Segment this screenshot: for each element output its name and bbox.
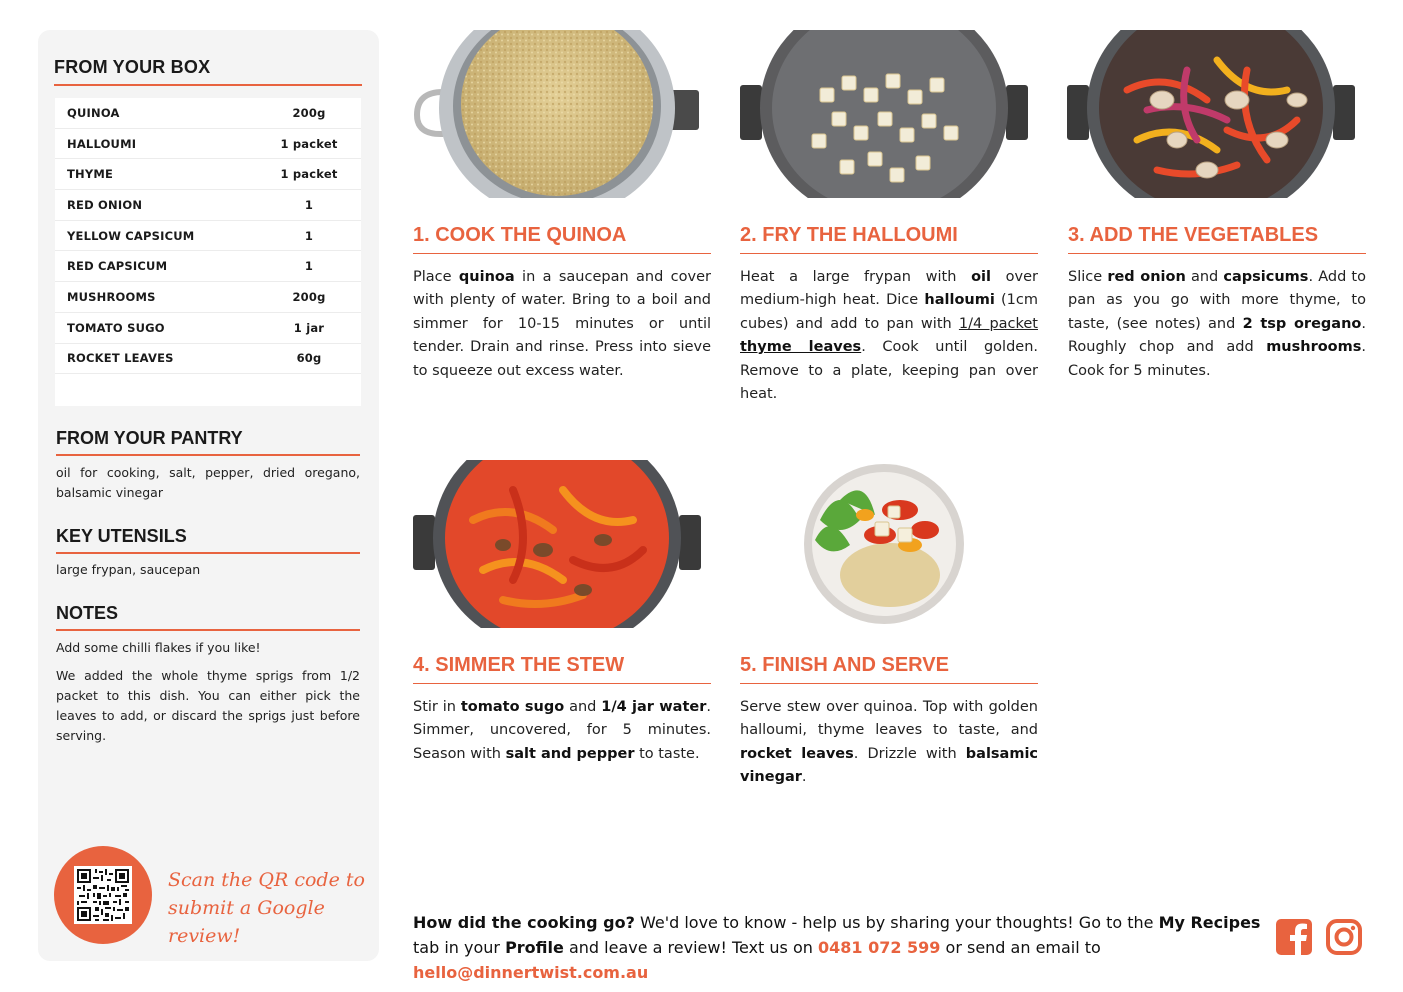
box-title: FROM YOUR BOX <box>54 57 362 86</box>
ingredient-row <box>55 159 361 190</box>
qr-caption-line-1: Scan the QR code to <box>168 869 365 891</box>
instagram-icon[interactable] <box>1325 918 1363 956</box>
ingredient-qty: 1 packet <box>280 136 338 151</box>
ingredient-qty: 200g <box>292 289 326 304</box>
step-2-photo <box>740 30 1028 198</box>
step-1-title: 1. COOK THE QUINOA <box>413 224 711 254</box>
ingredient-row <box>55 190 361 221</box>
ingredient-qty: 1 jar <box>293 320 325 335</box>
ingredient-qty: 1 packet <box>280 167 338 182</box>
ingredient-qty: 1 <box>304 197 314 212</box>
step-4-photo <box>413 460 701 628</box>
step-1-photo <box>413 30 701 198</box>
step-5-title: 5. FINISH AND SERVE <box>740 654 1038 684</box>
qr-badge <box>54 846 152 944</box>
pantry-text: oil for cooking, salt, pepper, dried oregano, balsamic vinegar <box>56 465 360 500</box>
ingredient-qty: 200g <box>292 105 326 120</box>
ingredients-table <box>55 98 361 406</box>
ingredient-name: RED ONION <box>67 197 143 212</box>
step-4-text: Stir in tomato sugo and 1/4 jar water. Simmer, uncovered, for 5 minutes. Season with salt and pepper to taste. <box>413 699 711 762</box>
ingredient-name: THYME <box>67 167 114 182</box>
phone-link[interactable]: 0481 072 599 <box>817 938 941 957</box>
ingredient-row <box>55 251 361 282</box>
ingredient-qty: 1 <box>304 228 314 243</box>
facebook-icon[interactable] <box>1275 918 1313 956</box>
step-5-photo <box>740 460 1028 628</box>
ingredient-row <box>55 98 361 129</box>
sidebar <box>38 30 379 961</box>
ingredient-row <box>55 129 361 160</box>
notes-text-1: Add some chilli flakes if you like! <box>56 640 261 655</box>
ingredient-name: HALLOUMI <box>67 136 137 151</box>
step-3-title: 3. ADD THE VEGETABLES <box>1068 224 1366 254</box>
qr-code-icon[interactable] <box>74 866 132 924</box>
step-2-title: 2. FRY THE HALLOUMI <box>740 224 1038 254</box>
feedback-footer: How did the cooking go? We'd love to know - help us by sharing your thoughts! Go to the My Recipes tab in your Profile and leave a review! Text us on 0481 072 599 or send an email to hello@dinnertwist.com.au <box>413 913 1261 982</box>
ingredient-name: TOMATO SUGO <box>67 320 165 335</box>
utensils-title: KEY UTENSILS <box>56 526 360 554</box>
ingredient-name: MUSHROOMS <box>67 289 156 304</box>
ingredient-name: RED CAPSICUM <box>67 259 168 274</box>
ingredient-name: YELLOW CAPSICUM <box>67 228 195 243</box>
ingredient-row <box>55 221 361 252</box>
qr-caption-line-2: submit a Google review! <box>168 897 325 947</box>
step-3-photo <box>1067 30 1355 198</box>
pantry-title: FROM YOUR PANTRY <box>56 428 360 456</box>
ingredient-row <box>55 344 361 375</box>
ingredient-qty: 60g <box>296 351 322 366</box>
step-3-text: Slice red onion and capsicums. Add to pan as you go with more thyme, to taste, (see notes) and 2 tsp oregano. Roughly chop and add mushrooms. Cook for 5 minutes. <box>1068 269 1366 379</box>
email-link[interactable]: hello@dinnertwist.com.au <box>413 963 649 982</box>
ingredient-row <box>55 282 361 313</box>
step-2-text: Heat a large frypan with oil over medium-high heat. Dice halloumi (1cm cubes) and add to pan with 1/4 packet thyme leaves. Cook until golden. Remove to a plate, keeping pan over heat. <box>740 269 1038 403</box>
ingredient-qty: 1 <box>304 259 314 274</box>
step-5-text: Serve stew over quinoa. Top with golden halloumi, thyme leaves to taste, and rocket leaves. Drizzle with balsamic vinegar. <box>740 699 1039 786</box>
step-1-text: Place quinoa in a saucepan and cover with plenty of water. Bring to a boil and simmer for 10-15 minutes or until tender. Drain and rinse. Press into sieve to squeeze out excess water. <box>413 269 711 379</box>
qr-caption <box>168 866 368 950</box>
utensils-text: large frypan, saucepan <box>56 562 201 577</box>
ingredient-name: QUINOA <box>67 105 120 120</box>
notes-text-2: We added the whole thyme sprigs from 1/2 packet to this dish. You can either pick the leaves to add, or discard the sprigs just before serving. <box>56 668 360 743</box>
ingredient-name: ROCKET LEAVES <box>67 351 174 366</box>
ingredient-row <box>55 313 361 344</box>
notes-title: NOTES <box>56 603 360 631</box>
step-4-title: 4. SIMMER THE STEW <box>413 654 711 684</box>
